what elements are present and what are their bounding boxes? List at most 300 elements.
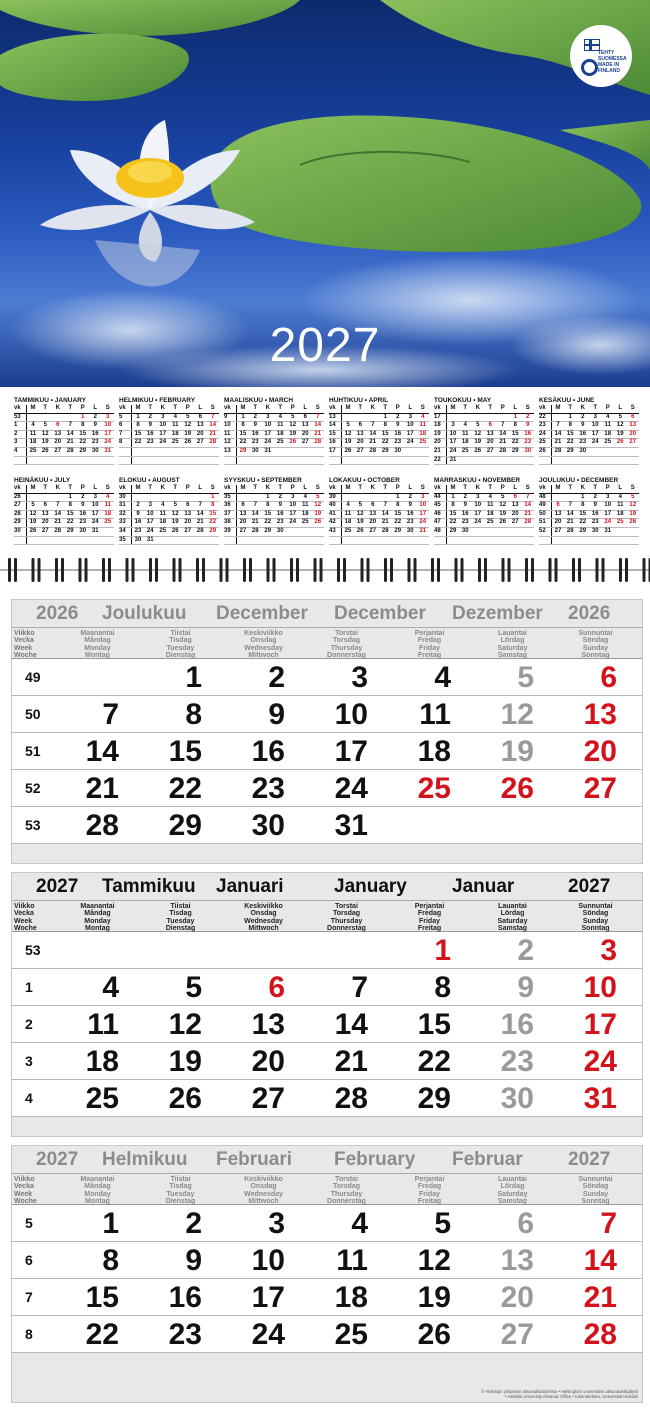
mini-header-cell: L bbox=[509, 485, 522, 493]
mini-day-cell: 24 bbox=[404, 439, 417, 448]
mini-day-cell bbox=[367, 493, 380, 502]
mini-day-cell: 22 bbox=[132, 439, 145, 448]
mini-day-cell: 27 bbox=[627, 439, 640, 448]
mini-header-cell: vk bbox=[14, 485, 27, 493]
mini-month-title: MARRASKUU • NOVEMBER bbox=[434, 477, 521, 484]
mini-month bbox=[539, 476, 639, 545]
day-number: 1 bbox=[434, 934, 451, 967]
weekday-label: Wednesday bbox=[244, 917, 283, 925]
mini-day-cell: 1 bbox=[237, 413, 250, 422]
day-number: 11 bbox=[419, 698, 451, 731]
mini-day-cell bbox=[484, 413, 497, 422]
mini-header-cell: T bbox=[379, 485, 392, 493]
mini-day-cell: 17 bbox=[102, 430, 115, 439]
spiral-ring bbox=[337, 558, 340, 582]
mini-day-cell bbox=[27, 413, 40, 422]
mini-header-cell: vk bbox=[329, 405, 342, 413]
weekday-name bbox=[471, 628, 554, 658]
mini-day-cell: 20 bbox=[182, 519, 195, 528]
mini-day-cell bbox=[102, 536, 115, 545]
mini-day-cell: 11 bbox=[342, 510, 355, 519]
week-label: Vecka bbox=[14, 1183, 34, 1191]
mini-day-cell bbox=[64, 536, 77, 545]
mini-day-cell: 19 bbox=[627, 510, 640, 519]
mini-day-cell: 27 bbox=[484, 447, 497, 456]
mini-day-cell: 28 bbox=[564, 527, 577, 536]
weekday-label: Perjantai bbox=[414, 630, 445, 637]
mini-day-cell: 24 bbox=[89, 519, 102, 528]
mini-header-cell: P bbox=[77, 485, 90, 493]
spiral-ring bbox=[14, 558, 17, 582]
weekday-header bbox=[12, 628, 642, 659]
day-number: 29 bbox=[417, 1082, 451, 1115]
weekday-name bbox=[222, 901, 305, 931]
mini-day-cell: 51 bbox=[539, 519, 552, 528]
mini-day-cell: 11 bbox=[459, 430, 472, 439]
mini-day-cell bbox=[39, 413, 52, 422]
spiral-ring bbox=[179, 558, 182, 582]
mini-day-cell: 18 bbox=[157, 519, 170, 528]
mini-day-cell: 13 bbox=[367, 510, 380, 519]
weekday-label: Onsdag bbox=[250, 1183, 277, 1191]
day-number: 23 bbox=[251, 772, 285, 805]
mini-day-cell: 13 bbox=[182, 510, 195, 519]
mini-header-cell: T bbox=[459, 405, 472, 413]
mini-day-cell: 12 bbox=[39, 430, 52, 439]
mini-day-cell: 11 bbox=[417, 422, 430, 431]
mini-day-cell: 2 bbox=[14, 430, 27, 439]
day-number: 13 bbox=[251, 1008, 285, 1041]
mini-header-cell: L bbox=[404, 485, 417, 493]
mini-header-cell: S bbox=[417, 485, 430, 493]
mini-day-cell bbox=[157, 536, 170, 545]
mini-day-cell bbox=[354, 493, 367, 502]
mini-day-cell: 26 bbox=[627, 519, 640, 528]
day-number: 2 bbox=[268, 661, 285, 694]
day-number: 4 bbox=[102, 971, 119, 1004]
mini-day-cell: 19 bbox=[27, 519, 40, 528]
weekday-label: Thursday bbox=[330, 917, 363, 925]
mini-header-cell: M bbox=[27, 485, 40, 493]
mini-day-cell: 23 bbox=[249, 439, 262, 448]
mini-day-cell: 22 bbox=[577, 519, 590, 528]
mini-day-cell: 28 bbox=[52, 527, 65, 536]
spiral-ring bbox=[502, 558, 505, 582]
mini-day-cell bbox=[589, 456, 602, 465]
mini-day-cell: 20 bbox=[237, 519, 250, 528]
mini-day-cell: 7 bbox=[497, 422, 510, 431]
mini-day-cell bbox=[379, 456, 392, 465]
mini-day-cell: 20 bbox=[299, 430, 312, 439]
mini-day-cell: 5 bbox=[287, 413, 300, 422]
mini-day-cell: 19 bbox=[434, 430, 447, 439]
spiral-binding bbox=[0, 556, 650, 584]
week-column-header bbox=[12, 901, 56, 931]
day-number: 15 bbox=[85, 1281, 119, 1314]
mini-day-cell bbox=[169, 493, 182, 502]
mini-day-cell bbox=[417, 456, 430, 465]
weekday-label: Måndag bbox=[84, 637, 111, 645]
weekday-label: Perjantai bbox=[414, 1176, 445, 1183]
mini-day-cell bbox=[312, 536, 325, 545]
mini-month bbox=[434, 396, 534, 465]
mini-day-cell: 13 bbox=[194, 422, 207, 431]
mini-day-cell: 30 bbox=[577, 447, 590, 456]
weekday-label: Montag bbox=[85, 1198, 110, 1206]
mini-day-cell bbox=[39, 536, 52, 545]
mini-header-cell: P bbox=[497, 485, 510, 493]
week-number: 53 bbox=[25, 817, 41, 833]
mini-day-cell: 31 bbox=[417, 527, 430, 536]
day-number: 1 bbox=[185, 661, 202, 694]
week-row bbox=[12, 733, 642, 770]
mini-day-cell: 43 bbox=[329, 527, 342, 536]
mini-day-cell: 4 bbox=[484, 493, 497, 502]
mini-day-cell bbox=[182, 447, 195, 456]
weekday-label: Friday bbox=[418, 1190, 440, 1198]
day-number: 9 bbox=[268, 698, 285, 731]
mini-header-cell: P bbox=[287, 485, 300, 493]
mini-day-cell bbox=[522, 456, 535, 465]
spiral-ring bbox=[578, 558, 581, 582]
mini-day-cell: 21 bbox=[312, 430, 325, 439]
mini-day-cell: 10 bbox=[224, 422, 237, 431]
mini-header-cell: T bbox=[589, 485, 602, 493]
mini-day-cell bbox=[627, 536, 640, 545]
mini-header-cell: S bbox=[522, 405, 535, 413]
mini-day-cell: 11 bbox=[614, 502, 627, 511]
day-number bbox=[56, 659, 139, 695]
mini-day-cell: 19 bbox=[354, 519, 367, 528]
mini-month-title: HELMIKUU • FEBRUARY bbox=[119, 397, 196, 404]
mini-day-cell: 27 bbox=[194, 439, 207, 448]
mini-day-cell bbox=[169, 536, 182, 545]
mini-header-cell: M bbox=[342, 485, 355, 493]
week-row bbox=[12, 807, 642, 844]
day-number: 13 bbox=[500, 1244, 534, 1277]
day-number: 14 bbox=[334, 1008, 368, 1041]
mini-day-cell: 18 bbox=[484, 510, 497, 519]
weekday-label: Tiistai bbox=[170, 1176, 191, 1183]
week-row bbox=[12, 1006, 642, 1043]
mini-day-cell bbox=[509, 527, 522, 536]
week-row bbox=[12, 969, 642, 1006]
mini-day-cell: 36 bbox=[224, 502, 237, 511]
mini-day-cell: 7 bbox=[119, 430, 132, 439]
mini-day-cell: 19 bbox=[472, 439, 485, 448]
mini-header-cell: K bbox=[52, 485, 65, 493]
mini-day-cell: 11 bbox=[169, 422, 182, 431]
mini-month-grid bbox=[119, 485, 219, 545]
mini-day-cell bbox=[497, 456, 510, 465]
mini-day-cell: 8 bbox=[392, 502, 405, 511]
mini-day-cell: 22 bbox=[262, 519, 275, 528]
mini-day-cell: 24 bbox=[417, 519, 430, 528]
mini-month bbox=[119, 396, 219, 465]
weekday-label: Sunday bbox=[582, 644, 609, 652]
mini-day-cell bbox=[497, 536, 510, 545]
month-panel-header bbox=[12, 1146, 642, 1174]
mini-day-cell: 25 bbox=[417, 439, 430, 448]
mini-header-cell: vk bbox=[119, 405, 132, 413]
mini-day-cell bbox=[564, 456, 577, 465]
mini-header-cell: K bbox=[157, 485, 170, 493]
spiral-ring bbox=[408, 558, 411, 582]
mini-day-cell: 10 bbox=[417, 502, 430, 511]
day-number: 28 bbox=[583, 1318, 617, 1351]
mini-day-cell: 1 bbox=[564, 413, 577, 422]
weekday-label: Sunnuntai bbox=[578, 1176, 613, 1183]
day-number: 4 bbox=[434, 661, 451, 694]
mini-day-cell: 21 bbox=[522, 510, 535, 519]
spiral-ring bbox=[484, 558, 487, 582]
weekday-label: Saturday bbox=[497, 1190, 528, 1198]
month-title-part: December bbox=[216, 603, 308, 624]
mini-day-cell: 3 bbox=[417, 493, 430, 502]
mini-month-grid bbox=[14, 405, 114, 465]
mini-month bbox=[539, 396, 639, 465]
mini-day-cell: 30 bbox=[589, 527, 602, 536]
mini-day-cell: 13 bbox=[354, 430, 367, 439]
mini-day-cell bbox=[194, 456, 207, 465]
mini-day-cell: 18 bbox=[417, 430, 430, 439]
mini-day-cell bbox=[447, 413, 460, 422]
day-number: 10 bbox=[583, 971, 617, 1004]
week-column-header bbox=[12, 1174, 56, 1204]
mini-day-cell: 29 bbox=[392, 527, 405, 536]
mini-header-cell: T bbox=[169, 485, 182, 493]
mini-day-cell bbox=[132, 447, 145, 456]
mini-day-cell: 3 bbox=[14, 439, 27, 448]
mini-day-cell: 35 bbox=[119, 536, 132, 545]
week-row bbox=[12, 1242, 642, 1279]
mini-day-cell: 10 bbox=[602, 502, 615, 511]
mini-day-cell: 27 bbox=[39, 527, 52, 536]
mini-month-title: TOUKOKUU • MAY bbox=[434, 397, 492, 404]
mini-day-cell: 17 bbox=[287, 510, 300, 519]
weekday-label: Måndag bbox=[84, 1183, 111, 1191]
mini-day-cell bbox=[472, 456, 485, 465]
mini-header-cell: P bbox=[182, 485, 195, 493]
mini-day-cell: 13 bbox=[552, 510, 565, 519]
mini-day-cell: 3 bbox=[89, 493, 102, 502]
weekday-label: Montag bbox=[85, 652, 110, 660]
day-number: 21 bbox=[334, 1045, 368, 1078]
spiral-ring bbox=[367, 558, 370, 582]
weekday-name bbox=[56, 901, 139, 931]
mini-day-cell: 11 bbox=[157, 510, 170, 519]
day-number: 7 bbox=[600, 1207, 617, 1240]
mini-day-cell bbox=[577, 536, 590, 545]
mini-day-cell: 7 bbox=[52, 502, 65, 511]
day-number: 23 bbox=[168, 1318, 202, 1351]
mini-day-cell: 20 bbox=[367, 519, 380, 528]
mini-day-cell: 17 bbox=[472, 510, 485, 519]
mini-day-cell: 31 bbox=[447, 456, 460, 465]
week-row bbox=[12, 1279, 642, 1316]
mini-day-cell: 40 bbox=[329, 502, 342, 511]
weekday-label: Tisdag bbox=[169, 637, 192, 645]
mini-day-cell: 9 bbox=[404, 502, 417, 511]
mini-day-cell bbox=[434, 536, 447, 545]
mini-day-cell: 20 bbox=[354, 439, 367, 448]
badge-text-en: MADE IN FINLAND bbox=[598, 62, 620, 74]
mini-day-cell bbox=[392, 456, 405, 465]
mini-day-cell: 39 bbox=[224, 527, 237, 536]
mini-day-cell: 30 bbox=[249, 447, 262, 456]
week-number: 49 bbox=[25, 669, 41, 685]
mini-day-cell bbox=[497, 413, 510, 422]
mini-day-cell bbox=[354, 536, 367, 545]
mini-day-cell: 4 bbox=[27, 422, 40, 431]
mini-day-cell: 6 bbox=[194, 413, 207, 422]
mini-day-cell bbox=[27, 536, 40, 545]
day-number bbox=[305, 932, 388, 968]
day-number: 26 bbox=[168, 1082, 202, 1115]
mini-month-title: SYYSKUU • SEPTEMBER bbox=[224, 477, 302, 484]
spiral-ring bbox=[531, 558, 534, 582]
spiral-ring bbox=[390, 558, 393, 582]
weekday-label: Söndag bbox=[582, 910, 609, 918]
day-number: 26 bbox=[500, 772, 534, 805]
spiral-ring bbox=[102, 558, 105, 582]
mini-day-cell: 20 bbox=[434, 439, 447, 448]
month-panel bbox=[11, 599, 643, 864]
mini-day-cell: 12 bbox=[627, 502, 640, 511]
mini-day-cell bbox=[379, 536, 392, 545]
week-number: 5 bbox=[25, 1215, 33, 1231]
mini-day-cell: 7 bbox=[249, 502, 262, 511]
mini-header-cell: M bbox=[447, 405, 460, 413]
mini-day-cell: 9 bbox=[459, 502, 472, 511]
spiral-ring bbox=[643, 558, 646, 582]
mini-day-cell bbox=[329, 456, 342, 465]
mini-day-cell: 3 bbox=[447, 422, 460, 431]
mini-day-cell bbox=[89, 536, 102, 545]
mini-header-cell: vk bbox=[119, 485, 132, 493]
mini-day-cell: 9 bbox=[77, 502, 90, 511]
mini-header-cell: L bbox=[89, 405, 102, 413]
mini-day-cell: 15 bbox=[392, 510, 405, 519]
mini-day-cell: 27 bbox=[52, 447, 65, 456]
mini-day-cell: 26 bbox=[614, 439, 627, 448]
weekday-label: Fredag bbox=[417, 910, 442, 918]
weekday-label: Keskiviikko bbox=[244, 630, 283, 637]
weekday-label: Sonntag bbox=[581, 1198, 610, 1206]
mini-day-cell: 21 bbox=[64, 439, 77, 448]
mini-header-cell: S bbox=[522, 485, 535, 493]
mini-day-cell: 25 bbox=[102, 519, 115, 528]
mini-day-cell: 27 bbox=[509, 519, 522, 528]
mini-day-cell: 12 bbox=[354, 510, 367, 519]
mini-day-cell: 20 bbox=[552, 519, 565, 528]
mini-day-cell: 4 bbox=[157, 502, 170, 511]
mini-header-cell: K bbox=[52, 405, 65, 413]
spiral-ring bbox=[508, 558, 511, 582]
day-number: 22 bbox=[85, 1318, 119, 1351]
mini-month-grid bbox=[14, 485, 114, 545]
weekday-label: Friday bbox=[418, 644, 440, 652]
mini-day-cell: 3 bbox=[262, 413, 275, 422]
mini-month bbox=[434, 476, 534, 545]
weekday-label: Perjantai bbox=[414, 903, 445, 910]
mini-day-cell: 25 bbox=[299, 519, 312, 528]
mini-day-cell: 11 bbox=[224, 430, 237, 439]
mini-day-cell: 6 bbox=[119, 422, 132, 431]
weekday-label: Dienstag bbox=[165, 1198, 196, 1206]
month-panel-header bbox=[12, 600, 642, 628]
mini-day-cell: 7 bbox=[564, 502, 577, 511]
mini-day-cell: 34 bbox=[119, 527, 132, 536]
mini-month-grid bbox=[434, 485, 534, 545]
day-number: 3 bbox=[600, 934, 617, 967]
weekday-label: Wednesday bbox=[244, 1190, 283, 1198]
spiral-ring bbox=[384, 558, 387, 582]
mini-day-cell: 6 bbox=[354, 422, 367, 431]
mini-day-cell: 9 bbox=[224, 413, 237, 422]
mini-day-cell: 22 bbox=[207, 519, 220, 528]
spiral-ring bbox=[361, 558, 364, 582]
weekday-label: Fredag bbox=[417, 637, 442, 645]
day-number: 10 bbox=[251, 1244, 285, 1277]
mini-day-cell: 12 bbox=[224, 439, 237, 448]
week-row bbox=[12, 1080, 642, 1117]
spiral-ring bbox=[79, 558, 82, 582]
mini-header-cell: T bbox=[39, 405, 52, 413]
mini-day-cell bbox=[577, 456, 590, 465]
mini-header-cell: K bbox=[472, 405, 485, 413]
mini-day-cell bbox=[52, 413, 65, 422]
day-number: 8 bbox=[434, 971, 451, 1004]
day-number: 7 bbox=[351, 971, 368, 1004]
weekday-label: Lördag bbox=[500, 910, 525, 918]
day-number: 18 bbox=[85, 1045, 119, 1078]
mini-header-cell: L bbox=[614, 405, 627, 413]
mini-day-cell: 22 bbox=[379, 439, 392, 448]
mini-month-title: HEINÄKUU • JULY bbox=[14, 477, 71, 484]
copyright-note bbox=[438, 1389, 638, 1399]
spiral-ring bbox=[38, 558, 41, 582]
mini-day-cell bbox=[274, 447, 287, 456]
mini-day-cell: 16 bbox=[589, 510, 602, 519]
mini-day-cell: 14 bbox=[312, 422, 325, 431]
day-number: 23 bbox=[500, 1045, 534, 1078]
mini-day-cell: 3 bbox=[472, 493, 485, 502]
mini-day-cell: 30 bbox=[132, 536, 145, 545]
mini-day-cell: 3 bbox=[589, 413, 602, 422]
copyright-line-1: © Helsingin yliopiston almanakkatoimisto • Helsingfors universitets almanackskpbyrå bbox=[481, 1389, 638, 1394]
weekday-label: Keskiviikko bbox=[244, 903, 283, 910]
week-number: 52 bbox=[25, 780, 41, 796]
mini-day-cell: 28 bbox=[367, 447, 380, 456]
mini-day-cell bbox=[132, 456, 145, 465]
mini-day-cell bbox=[459, 413, 472, 422]
mini-day-cell bbox=[249, 493, 262, 502]
week-row bbox=[12, 696, 642, 733]
weekday-label: Tuesday bbox=[166, 917, 195, 925]
mini-day-cell: 18 bbox=[342, 519, 355, 528]
mini-header-cell: M bbox=[447, 485, 460, 493]
mini-day-cell: 23 bbox=[77, 519, 90, 528]
mini-day-cell: 10 bbox=[89, 502, 102, 511]
day-number: 16 bbox=[251, 735, 285, 768]
mini-month-title: LOKAKUU • OCTOBER bbox=[329, 477, 400, 484]
mini-day-cell: 13 bbox=[224, 447, 237, 456]
mini-header-cell: T bbox=[144, 405, 157, 413]
mini-header-cell: T bbox=[169, 405, 182, 413]
mini-header-cell: L bbox=[299, 485, 312, 493]
mini-day-cell: 32 bbox=[119, 510, 132, 519]
